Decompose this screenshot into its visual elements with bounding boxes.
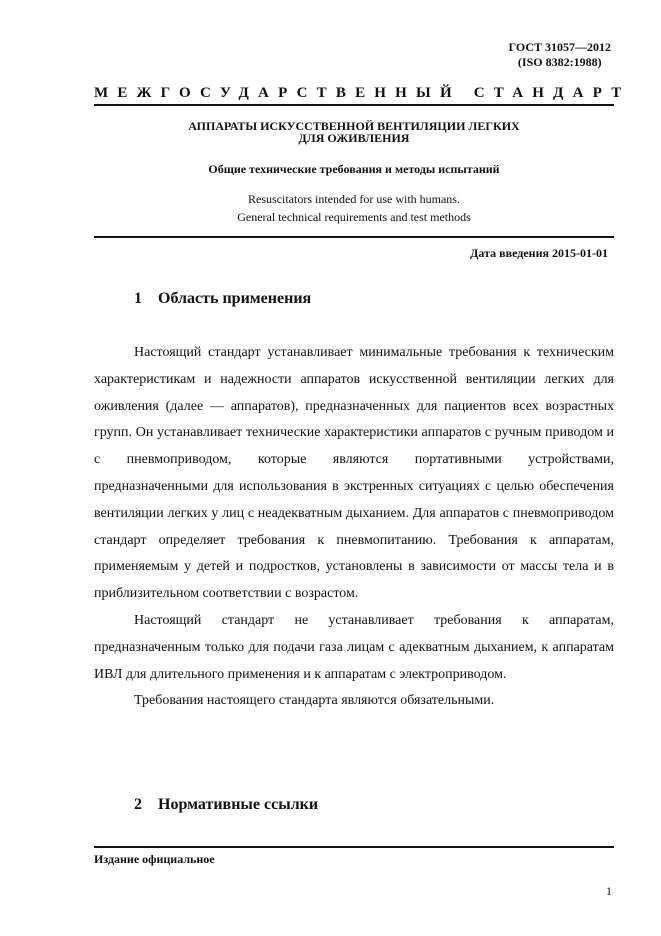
page-number: 1: [606, 884, 612, 898]
standard-banner: МЕЖГОСУДАРСТВЕННЫЙ СТАНДАРТ: [94, 85, 631, 101]
paragraph: Требования настоящего стандарта являются обязательными.: [134, 693, 495, 709]
section-1-body: [94, 340, 614, 715]
paragraph: Настоящий стандарт устанавливает минимальные требования к техническим характеристикам и надежности аппаратов искусственной вентиляции легких для оживления (далее — аппаратов), предназначенных для пациентов всех возрастных групп. Он устанавливает технические характеристики аппаратов с ручным приводом и с пневмоприводом, которые являются портативными устройствами, предназначенными для использования в экстренных ситуациях с целью обеспечения вентиляции легких у лиц с неадекватным дыханием. Для аппаратов с пневмоприводом стандарт определяет требования к пневмопитанию. Требования к аппаратам, применяемым у детей и подростков, установлены в зависимости от массы тела и в приблизительном соответствии с возрастом.: [94, 345, 614, 602]
title-line-1: АППАРАТЫ ИСКУССТВЕННОЙ ВЕНТИЛЯЦИИ ЛЕГКИХ: [188, 119, 520, 133]
document-title-ru: [94, 120, 614, 144]
document-title-en: [94, 190, 614, 226]
document-subtitle-ru: Общие технические требования и методы испытаний: [208, 162, 500, 176]
gost-code: ГОСТ 31057—2012: [508, 40, 611, 54]
title-en-line-1: Resuscitators intended for use with humans.: [248, 192, 460, 206]
iso-code: (ISO 8382:1988): [517, 55, 602, 69]
section-2-heading: [134, 796, 318, 814]
document-code: [509, 40, 612, 70]
introduction-date: Дата введения 2015-01-01: [470, 246, 608, 260]
edition-note: Издание официальное: [94, 852, 215, 866]
title-en-line-2: General technical requirements and test methods: [237, 210, 471, 224]
section-title: Нормативные ссылки: [158, 796, 319, 813]
footer-divider: [94, 846, 614, 848]
top-divider: [94, 104, 614, 106]
section-number: 2: [134, 796, 142, 813]
paragraph: Настоящий стандарт не устанавливает требования к аппаратам, предназначенным только для подачи газа лицам с адекватным дыханием, к аппаратам ИВЛ для длительного применения и к аппаратам с электроприводом.: [94, 612, 614, 682]
title-line-2: ДЛЯ ОЖИВЛЕНИЯ: [298, 131, 410, 145]
section-number: 1: [134, 290, 142, 307]
section-1-heading: [134, 290, 311, 308]
title-divider: [94, 236, 614, 238]
section-title: Область применения: [158, 290, 312, 307]
